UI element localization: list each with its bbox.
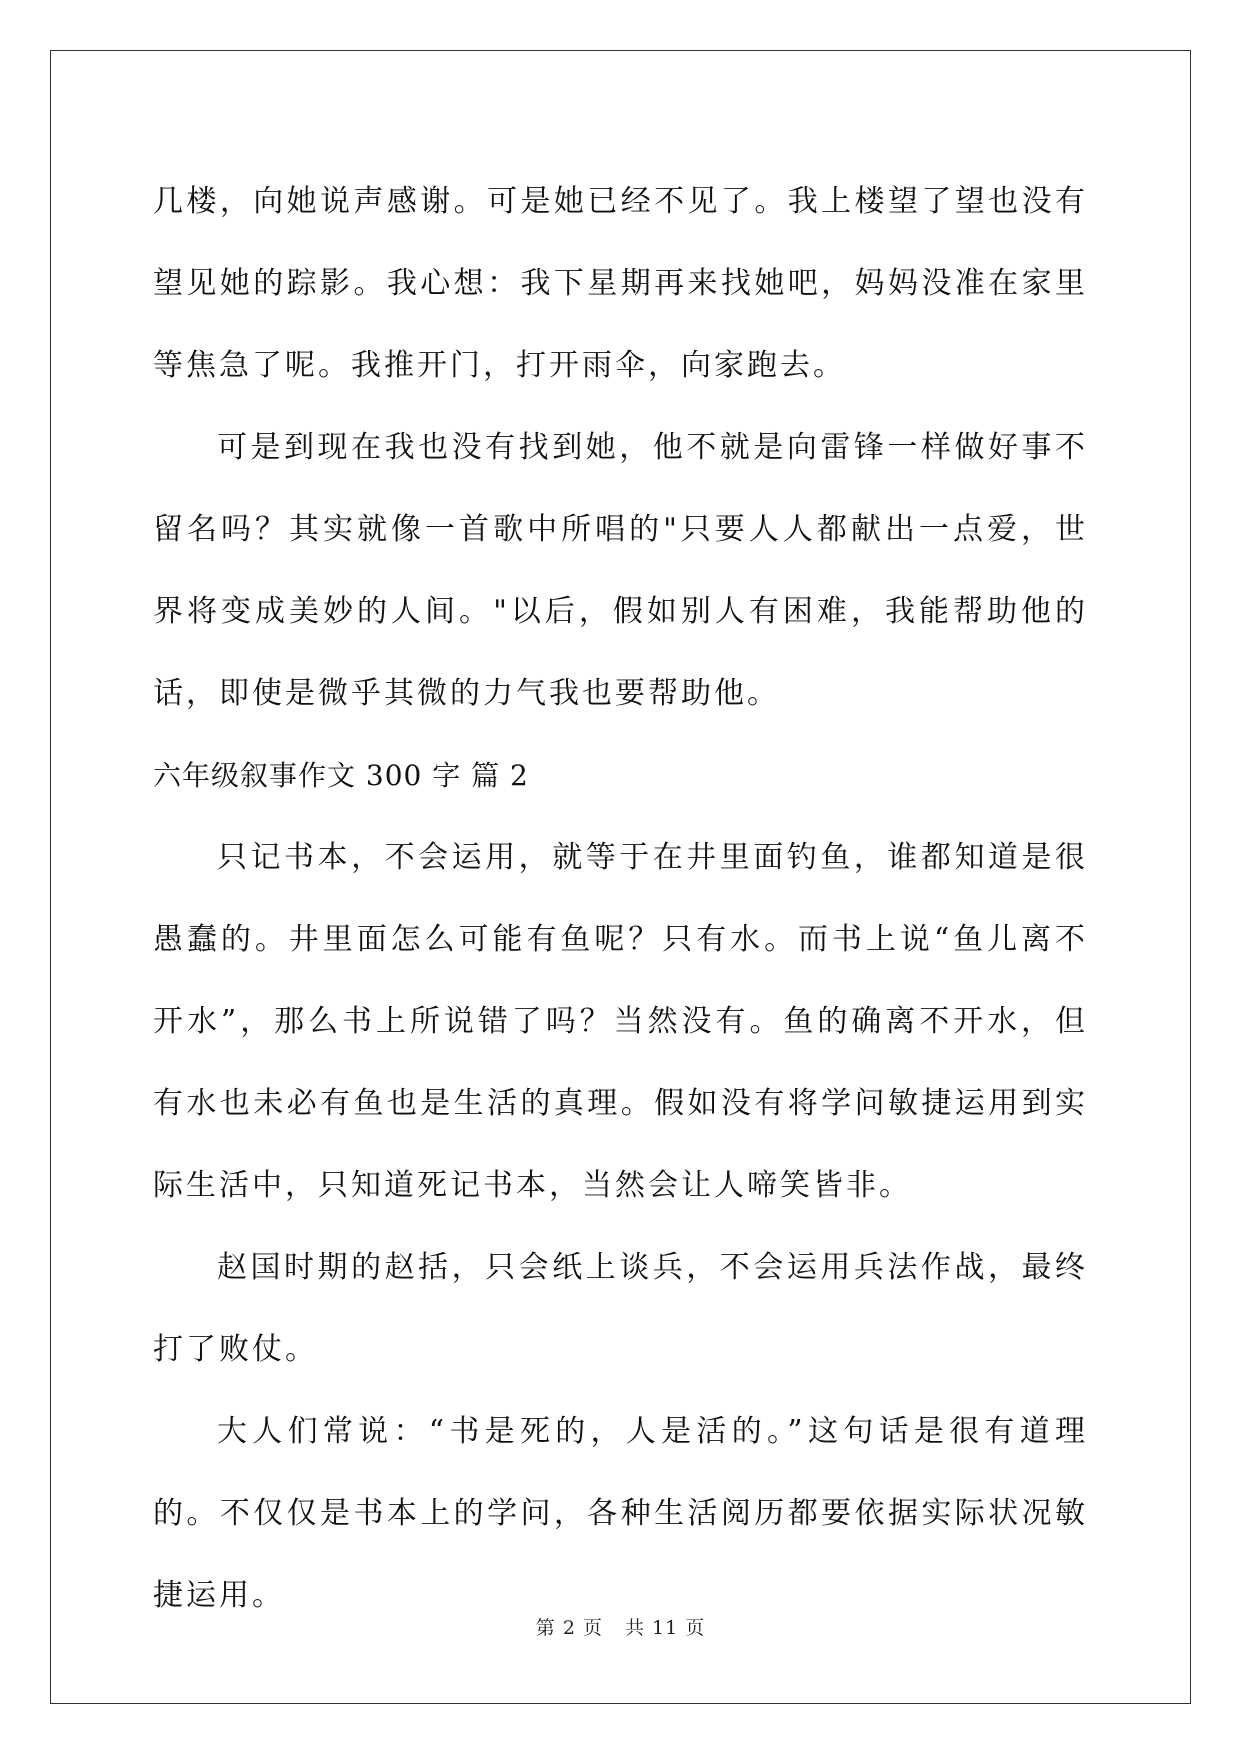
paragraph-continuation: 几楼，向她说声感谢。可是她已经不见了。我上楼望了望也没有望见她的踪影。我心想：我下星期再来找她吧，妈妈没准在家里等焦急了呢。我推开门，打开雨伞，向家跑去。 [153,184,1088,383]
page-total: 共 11 页 [624,1617,706,1639]
paragraph: 只记书本，不会运用，就等于在井里面钓鱼，谁都知道是很愚蠢的。井里面怎么可能有鱼呢？只有水。而书上说“鱼儿离不开水”，那么书上所说错了吗？当然没有。鱼的确离不开水，但有水也未必有鱼也是生活的真理。假如没有将学问敏捷运用到实际生活中，只知道死记书本，当然会让人啼笑皆非。 [153,840,1088,1203]
paragraph: 赵国时期的赵括，只会纸上谈兵，不会运用兵法作战，最终打了败仗。 [153,1250,1088,1367]
section-heading: 六年级叙事作文 300 字 篇 2 [153,759,529,792]
paragraph: 可是到现在我也没有找到她，他不就是向雷锋一样做好事不留名吗？其实就像一首歌中所唱的"只要人人都献出一点爱，世界将变成美妙的人间。"以后，假如别人有困难，我能帮助他的话，即使是微乎其微的力气我也要帮助他。 [153,430,1088,711]
page-footer [0,1613,1241,1640]
paragraph: 大人们常说：“书是死的，人是活的。”这句话是很有道理的。不仅仅是书本上的学问，各种生活阅历都要依据实际状况敏捷运用。 [153,1414,1088,1613]
page-number: 第 2 页 [535,1617,603,1639]
document-body [153,161,1088,1637]
